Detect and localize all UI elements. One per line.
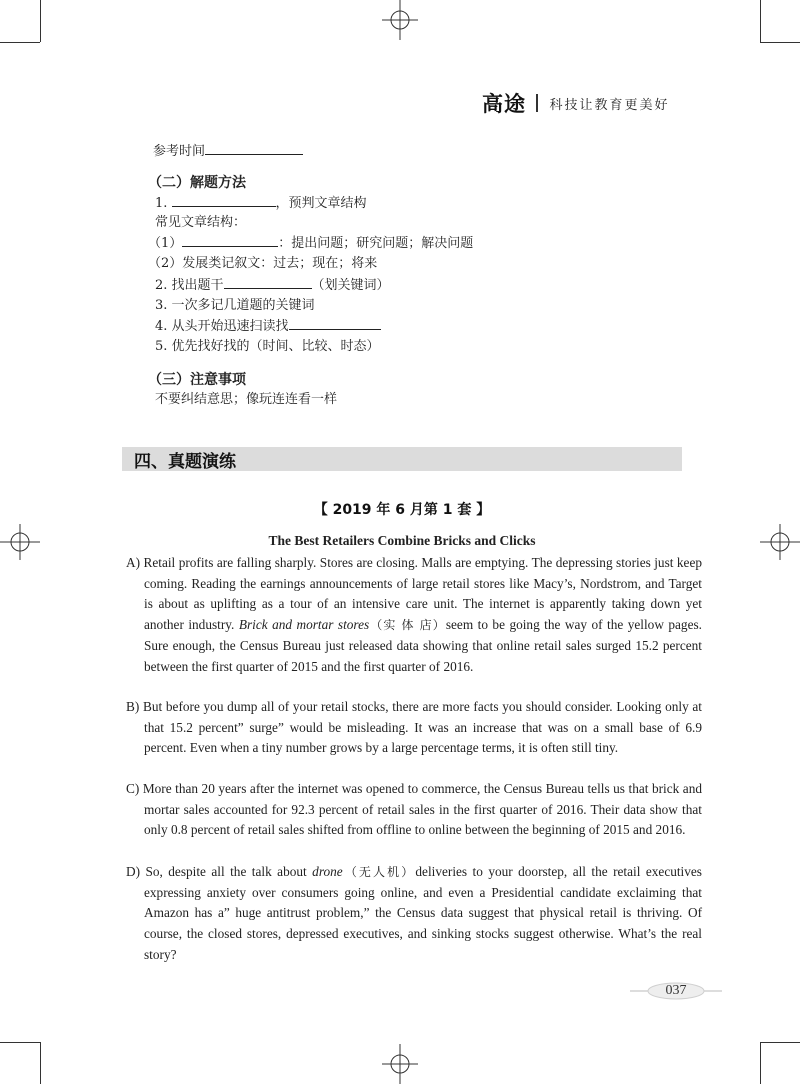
exam-set-title: 【 2019 年 6 月第 1 套 】 <box>313 502 491 518</box>
answer-blank <box>224 275 312 289</box>
paragraph-b: B) But before you dump all of your retail stocks, there are more facts you should consider. Looking only at that 15.2 percent” surge” would be misleading. It was an increase that was on a small base of 6.9 percent. Even when a tiny number grows by a large percentage terms, it is often still tiny. <box>126 699 702 756</box>
method-step-4 <box>155 316 381 337</box>
paragraph-d <box>126 862 702 966</box>
reference-time-line <box>153 141 303 162</box>
header-divider <box>536 94 538 112</box>
crop-mark <box>760 1042 800 1043</box>
step-text: ，预判文章结构 <box>275 196 367 211</box>
paragraph-text: seem to be going the way of the yellow pages. Sure enough, the Census Bureau just released data showing that online retail sales surged 15.2 percent between the first quarter of 2015 and the first quarter of 2016. <box>144 617 702 674</box>
page-header <box>482 90 702 116</box>
step-text: 4. 从头开始迅速扫读找 <box>155 319 289 334</box>
structures-label: 常见文章结构： <box>155 215 247 230</box>
italic-term: drone <box>312 864 343 879</box>
paragraph-text: deliveries to your doorstep, all the retail executives expressing anxiety over consumers going online, and even a Presidential candidate exclaiming that Amazon has a” huge antitrust problem,” the Census data suggest that physical retail is thriving. Of course, the closed stores, depressed executives, and sinking stocks suggest otherwise. What’s the real story? <box>144 864 702 962</box>
paragraph-c: C) More than 20 years after the internet was opened to commerce, the Census Bureau tells us that brick and mortar sales accounted for 92.3 percent of retail sales in the first quarter of 2016. Their data show that only 0.8 percent of retail sales shifted from offline to online between the beginning of 2015 and 2016. <box>126 781 702 838</box>
method-step-3: 3. 一次多记几道题的关键词 <box>155 298 315 313</box>
page-number: 037 <box>665 983 687 998</box>
step-text: （划关键词） <box>311 278 390 293</box>
answer-blank <box>205 141 303 155</box>
section-title-bar <box>122 447 682 471</box>
brand-slogan: 科技让教育更美好 <box>549 97 670 113</box>
chinese-gloss: （无人机） <box>342 865 416 879</box>
chinese-gloss: （实 体 店） <box>369 618 446 633</box>
notes-text: 不要纠结意思；像玩连连看一样 <box>155 392 338 407</box>
paragraph-a <box>126 553 702 677</box>
answer-blank <box>182 233 278 247</box>
reference-time-label: 参考时间 <box>153 144 206 159</box>
crop-mark <box>760 1042 761 1084</box>
step-text: 2. 找出题干 <box>155 278 224 293</box>
registration-mark-icon <box>0 522 40 562</box>
structure-2: （2）发展类记叙文：过去；现在；将来 <box>148 256 378 271</box>
section-title: 四、真题演练 <box>134 451 236 472</box>
crop-mark <box>760 0 761 42</box>
crop-mark <box>0 1042 40 1043</box>
crop-mark <box>0 42 40 43</box>
paragraph-text: D) So, despite all the talk about <box>126 864 313 879</box>
structure-number: （1） <box>148 236 183 251</box>
structure-text: ：提出问题；研究问题；解决问题 <box>278 236 474 251</box>
paragraph-text: A) Retail profits are falling sharply. Stores are closing. Malls are emptying. The depressing stories just keep coming. Reading the earnings announcements of large retail stores like Macy’s, Nordstrom, and Target is about as uplifting as a tour of an intensive care unit. The internet is apparently taking down yet another industry. <box>126 555 702 633</box>
crop-mark <box>40 0 41 42</box>
method-heading: （二）解题方法 <box>148 175 246 191</box>
italic-term: Brick and mortar stores <box>238 617 370 633</box>
method-step-2 <box>155 275 390 296</box>
brand-logo: 高途 <box>482 92 526 116</box>
crop-mark <box>760 42 800 43</box>
registration-mark-icon <box>380 0 420 40</box>
crop-mark <box>40 1042 41 1084</box>
article-title: The Best Retailers Combine Bricks and Clicks <box>268 533 536 548</box>
registration-mark-icon <box>380 1044 420 1084</box>
step-number: 1. <box>155 196 168 211</box>
method-step-5: 5. 优先找好找的（时间、比较、时态） <box>155 339 380 354</box>
answer-blank <box>172 193 276 207</box>
method-step-1 <box>155 193 367 214</box>
registration-mark-icon <box>760 522 800 562</box>
notes-heading: （三）注意事项 <box>148 372 246 388</box>
structure-1 <box>148 233 473 254</box>
answer-blank <box>289 316 381 330</box>
